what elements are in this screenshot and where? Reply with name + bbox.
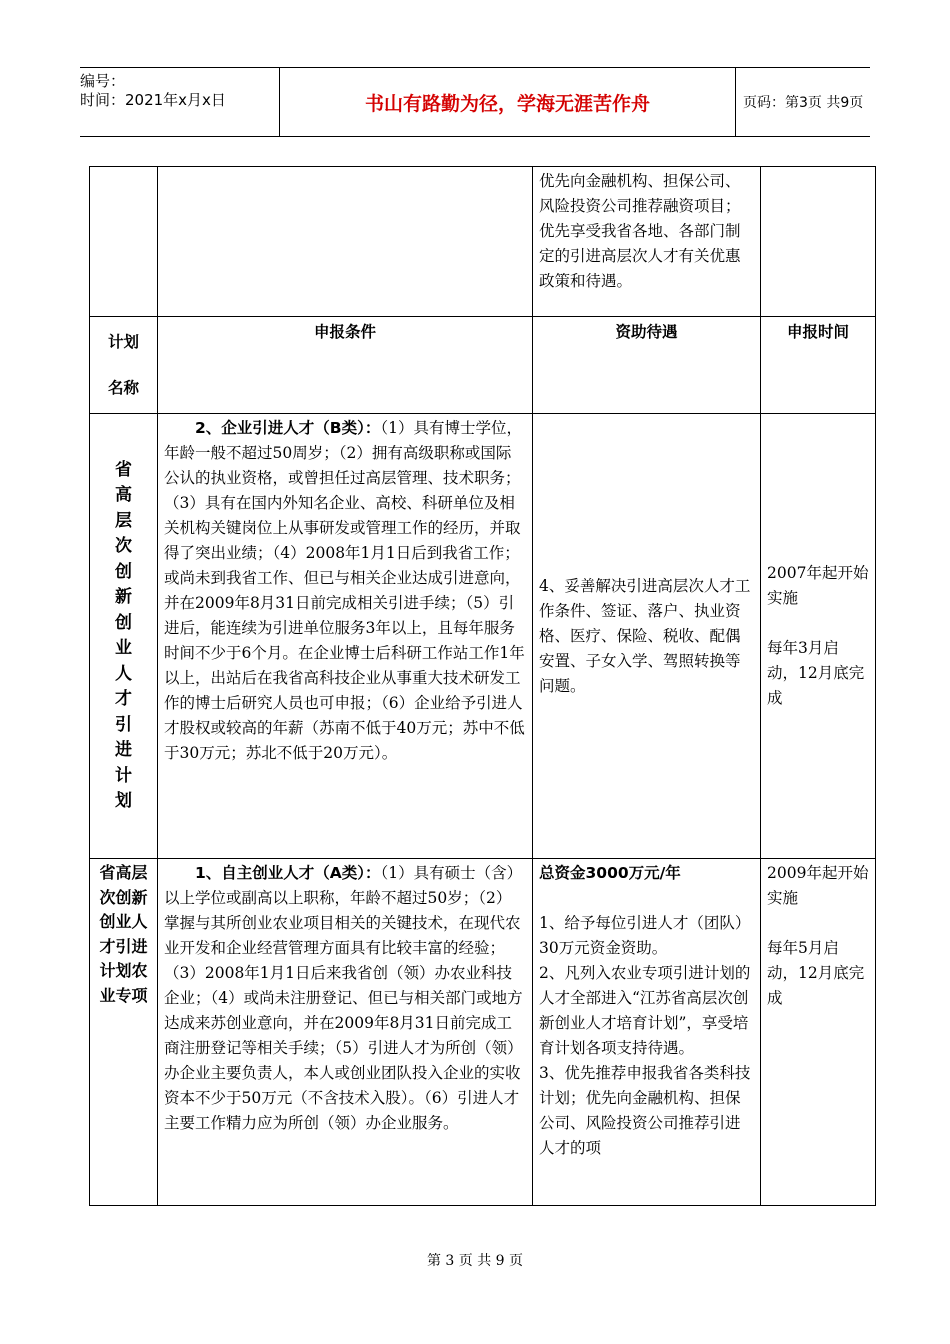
table-row [90, 859, 876, 1206]
conditions-b: 2、企业引进人才（B类）：（1）具有博士学位，年龄一般不超过50周岁；（2）拥有高级职称或国际公认的执业资格，或曾担任过高层管理、技术职务；（3）具有在国内外知名企业、高校、科研单位及相关机构关键岗位上从事研发或管理工作的经历，并取得了突出业绩；（4）2008年1月1日后到我省工作；或尚未到我省工作、但已与相关企业达成引进意向，并在2009年8月31日前完成相关引进手续；（5）引进后，能连续为引进单位服务3年以上，且每年服务时间不少于6个月。在企业博士后科研工作站工作1年以上，出站后在我省高科技企业从事重大技术研发工作的博士后研究人员也可申报；（6）企业给予引进人才股权或较高的年薪（苏南不低于40万元；苏中不低于30万元；苏北不低于20万元）。 [158, 414, 533, 859]
header-motto: 书山有路勤为径，学海无涯苦作舟 [280, 68, 736, 136]
table-row [90, 167, 876, 317]
benefit-b: 4、妥善解决引进高层次人才工作条件、签证、落户、执业资格、医疗、保险、税收、配偶安置、子女入学、驾照转换等问题。 [533, 414, 761, 859]
time-b: 2007年起开始实施 每年3月启动，12月底完成 [761, 414, 876, 859]
table-header-row [90, 317, 876, 414]
page-header [80, 67, 870, 137]
page-footer: 第 3 页 共 9 页 [426, 1253, 524, 1269]
header-page-label: 页码：第3页 共9页 [743, 95, 864, 111]
header-time: 申报时间 [761, 317, 876, 414]
table-row [90, 414, 876, 859]
time-a: 2009年起开始实施 每年5月启动，12月底完成 [761, 859, 876, 1206]
time-label: 时间：2021年x月x日 [80, 91, 226, 109]
benefit-cell: 优先向金融机构、担保公司、风险投资公司推荐融资项目；优先享受我省各地、各部门制定的引进高层次人才有关优惠政策和待遇。 [533, 167, 761, 317]
plan-name-b: 省高层次创新创业人才引进计划 [90, 414, 158, 859]
header-plan-name: 计划 名称 [90, 317, 158, 414]
plan-name-a: 省高层次创新创业人才引进计划农业专项 [90, 859, 158, 1206]
plan-table [89, 166, 876, 1206]
header-conditions: 申报条件 [158, 317, 533, 414]
header-meta [80, 68, 280, 136]
header-benefits: 资助待遇 [533, 317, 761, 414]
number-label: 编号： [80, 72, 126, 90]
benefit-a: 总资金3000万元/年 1、给予每位引进人才（团队）30万元资金资助。 2、凡列入农业专项引进计划的人才全部进入“江苏省高层次创新创业人才培育计划”，享受培育计划各项支持待遇。 3、优先推荐申报我省各类科技计划；优先向金融机构、担保公司、风险投资公司推荐引进人才的项 [533, 859, 761, 1206]
conditions-a: 1、自主创业人才（A类）：（1）具有硕士（含）以上学位或副高以上职称，年龄不超过50岁；（2）掌握与其所创业农业项目相关的关键技术，在现代农业开发和企业经营管理方面具有比较丰富的经验；（3）2008年1月1日后来我省创（领）办农业科技企业；（4）或尚未注册登记、但已与相关部门或地方达成来苏创业意向，并在2009年8月31日前完成工商注册登记等相关手续；（5）引进人才为所创（领）办企业主要负责人，本人或创业团队投入企业的实收资本不少于50万元（不含技术入股）。（6）引进人才主要工作精力应为所创（领）办企业服务。 [158, 859, 533, 1206]
